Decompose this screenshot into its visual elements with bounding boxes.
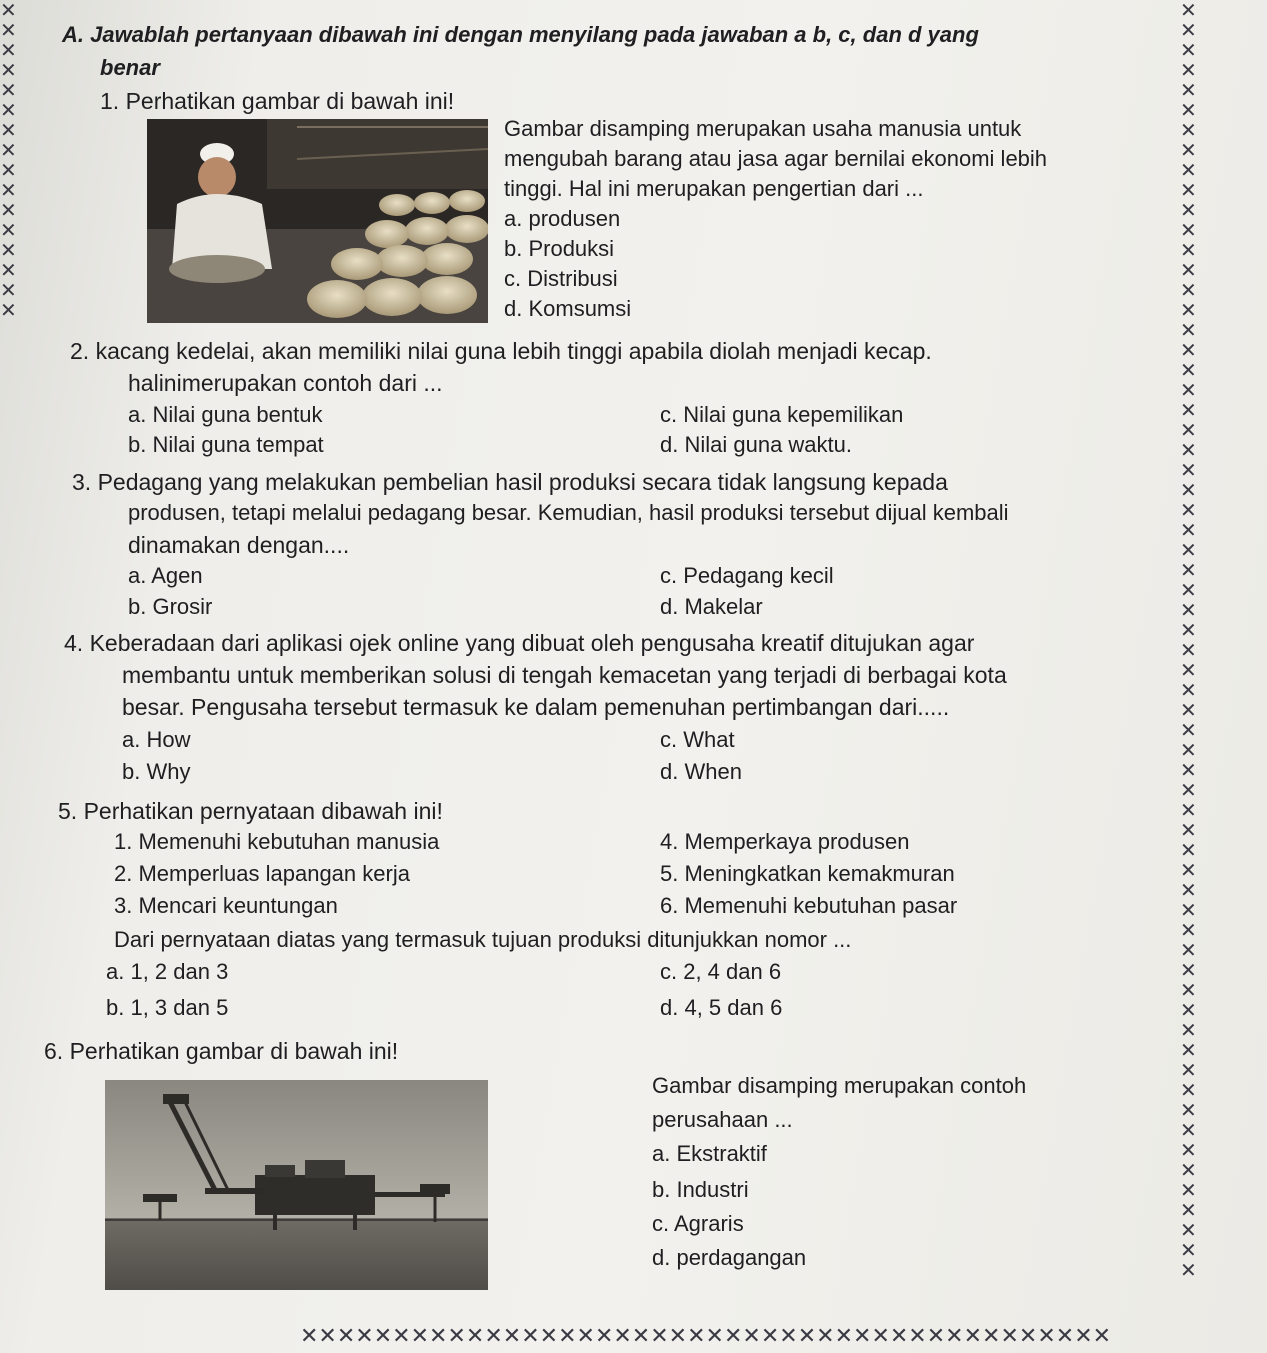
- question-1-text-line1: Gambar disamping merupakan usaha manusia untuk: [504, 116, 1022, 141]
- question-5-title: 5. Perhatikan pernyataan dibawah ini!: [58, 798, 443, 824]
- question-1-text-line2: mengubah barang atau jasa agar bernilai ekonomi lebih: [504, 146, 1048, 171]
- question-4-line2: membantu untuk memberikan solusi di tengah kemacetan yang terjadi di berbagai kota: [122, 662, 1007, 688]
- question-1-option-a[interactable]: a. produsen: [504, 206, 621, 231]
- question-3-option-a[interactable]: a. Agen: [128, 563, 203, 588]
- decorative-border-left: ✕ ✕ ✕ ✕ ✕ ✕ ✕ ✕ ✕ ✕ ✕ ✕ ✕ ✕ ✕ ✕: [0, 0, 17, 322]
- offshore-rig-photo: [105, 1080, 488, 1290]
- question-6-option-b[interactable]: b. Industri: [652, 1177, 749, 1202]
- question-5-option-d[interactable]: d. 4, 5 dan 6: [660, 995, 783, 1020]
- question-4-option-d[interactable]: d. When: [660, 759, 742, 784]
- question-1-option-d[interactable]: d. Komsumsi: [504, 296, 632, 321]
- section-instruction-cont: benar: [100, 55, 160, 80]
- baker-image: [147, 119, 488, 323]
- question-6-option-a[interactable]: a. Ekstraktif: [652, 1141, 767, 1166]
- question-4-line3: besar. Pengusaha tersebut termasuk ke dalam pemenuhan pertimbangan dari.....: [122, 694, 950, 720]
- statement-5: 5. Meningkatkan kemakmuran: [660, 861, 955, 886]
- question-6-option-c[interactable]: c. Agraris: [652, 1211, 744, 1236]
- question-2-option-a[interactable]: a. Nilai guna bentuk: [128, 402, 323, 427]
- question-1-option-c[interactable]: c. Distribusi: [504, 266, 618, 291]
- question-2-option-c[interactable]: c. Nilai guna kepemilikan: [660, 402, 904, 427]
- section-instruction: A. Jawablah pertanyaan dibawah ini dengan menyilang pada jawaban a b, c, dan d yang: [62, 22, 979, 47]
- bakery-photo: [147, 119, 488, 323]
- question-5-prompt: Dari pernyataan diatas yang termasuk tujuan produksi ditunjukkan nomor ...: [114, 927, 852, 952]
- question-3-line2: produsen, tetapi melalui pedagang besar. Kemudian, hasil produksi tersebut dijual kembali: [128, 500, 1009, 525]
- question-4-option-c[interactable]: c. What: [660, 727, 735, 752]
- question-5-option-b[interactable]: b. 1, 3 dan 5: [106, 995, 229, 1020]
- oil-rig-image: [105, 1080, 488, 1290]
- question-4-option-b[interactable]: b. Why: [122, 759, 191, 784]
- question-2-option-d[interactable]: d. Nilai guna waktu.: [660, 432, 852, 457]
- question-6-text-line1: Gambar disamping merupakan contoh: [652, 1073, 1027, 1098]
- decorative-border-bottom: ✕✕✕✕✕✕✕✕✕✕✕✕✕✕✕✕✕✕✕✕✕✕✕✕✕✕✕✕✕✕✕✕✕✕✕✕✕✕✕✕✕✕✕✕: [300, 1326, 1112, 1349]
- question-4-line1: 4. Keberadaan dari aplikasi ojek online yang dibuat oleh pengusaha kreatif ditujukan agar: [64, 630, 975, 656]
- question-1-text-line3: tinggi. Hal ini merupakan pengertian dari ...: [504, 176, 924, 201]
- question-3-option-c[interactable]: c. Pedagang kecil: [660, 563, 834, 588]
- question-3-line3: dinamakan dengan....: [128, 532, 350, 558]
- question-1-option-b[interactable]: b. Produksi: [504, 236, 615, 261]
- statement-4: 4. Memperkaya produsen: [660, 829, 910, 854]
- question-3-line1: 3. Pedagang yang melakukan pembelian hasil produksi secara tidak langsung kepada: [72, 469, 948, 495]
- statement-3: 3. Mencari keuntungan: [114, 893, 338, 918]
- question-4-option-a[interactable]: a. How: [122, 727, 191, 752]
- question-6-title: 6. Perhatikan gambar di bawah ini!: [44, 1038, 399, 1064]
- statement-6: 6. Memenuhi kebutuhan pasar: [660, 893, 958, 918]
- question-2-line2: halinimerupakan contoh dari ...: [128, 370, 443, 396]
- question-5-option-a[interactable]: a. 1, 2 dan 3: [106, 959, 229, 984]
- question-3-option-b[interactable]: b. Grosir: [128, 594, 213, 619]
- statement-2: 2. Memperluas lapangan kerja: [114, 861, 410, 886]
- question-6-text-line2: perusahaan ...: [652, 1107, 793, 1132]
- question-3-option-d[interactable]: d. Makelar: [660, 594, 763, 619]
- question-5-option-c[interactable]: c. 2, 4 dan 6: [660, 959, 782, 984]
- question-6-option-d[interactable]: d. perdagangan: [652, 1245, 807, 1270]
- question-1-title: 1. Perhatikan gambar di bawah ini!: [100, 88, 455, 114]
- question-2-line1: 2. kacang kedelai, akan memiliki nilai guna lebih tinggi apabila diolah menjadi kecap.: [70, 338, 932, 364]
- decorative-border-right: ✕ ✕ ✕ ✕ ✕ ✕ ✕ ✕ ✕ ✕ ✕ ✕ ✕ ✕ ✕ ✕ ✕ ✕ ✕ ✕ ✕ ✕ ✕ ✕ ✕ ✕ ✕ ✕ ✕ ✕ ✕ ✕ ✕ ✕ ✕ ✕ ✕ ✕ ✕ ✕ ✕ ✕ ✕ ✕ ✕ ✕ ✕ ✕ ✕ ✕ ✕ ✕ ✕ ✕ ✕ ✕ ✕ ✕ ✕ ✕ ✕ ✕ ✕ ✕: [1180, 0, 1197, 1282]
- question-2-option-b[interactable]: b. Nilai guna tempat: [128, 432, 324, 457]
- statement-1: 1. Memenuhi kebutuhan manusia: [114, 829, 440, 854]
